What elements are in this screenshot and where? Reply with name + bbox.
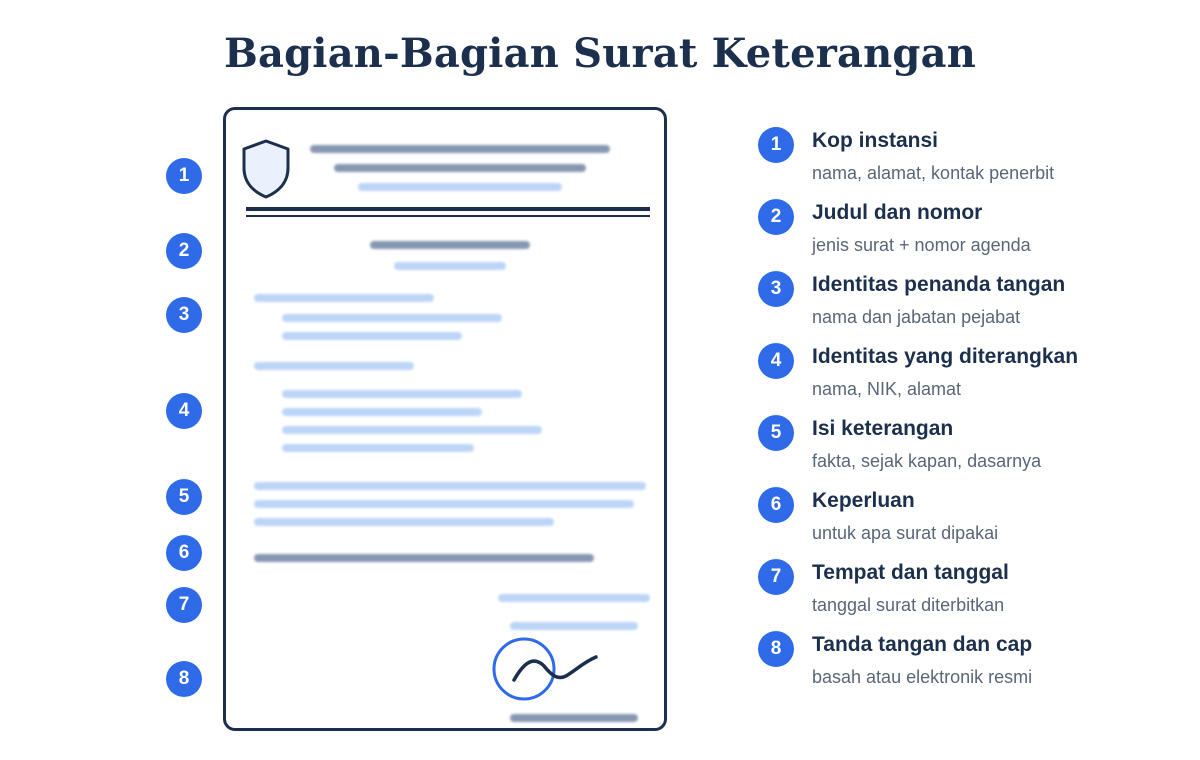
legend-description: nama dan jabatan pejabat <box>812 307 1021 327</box>
legend-description: untuk apa surat dipakai <box>812 523 999 543</box>
legend-number: 8 <box>758 631 794 667</box>
legend-description: nama, NIK, alamat <box>812 379 962 399</box>
legend-number: 5 <box>758 415 794 451</box>
diagram-title: Bagian-Bagian Surat Keterangan <box>224 30 976 77</box>
legend-title: Kop instansi <box>812 129 939 152</box>
legend-description: fakta, sejak kapan, dasarnya <box>812 451 1042 471</box>
legend-number: 4 <box>758 343 794 379</box>
statement-line-1 <box>254 482 646 490</box>
letter-document <box>223 107 667 731</box>
legend-title: Tempat dan tanggal <box>812 561 1009 584</box>
marker-8: 8 <box>166 661 202 697</box>
signer-intro-line <box>254 294 434 302</box>
legend-number: 1 <box>758 127 794 163</box>
legend-description: basah atau elektronik resmi <box>812 667 1033 687</box>
subject-name-line <box>282 390 522 398</box>
marker-3: 3 <box>166 297 202 333</box>
legend-title: Judul dan nomor <box>812 201 983 224</box>
marker-1: 1 <box>166 158 202 194</box>
subject-extra-line <box>282 444 474 452</box>
legend-title: Keperluan <box>812 489 915 512</box>
subject-intro-line <box>254 362 414 370</box>
legend-number: 7 <box>758 559 794 595</box>
letterhead-rule-thick <box>246 207 650 211</box>
signer-title-line <box>510 622 638 630</box>
letterhead-rule-thin <box>246 215 650 217</box>
legend-title: Identitas penanda tangan <box>812 273 1066 296</box>
shield-icon <box>240 138 292 200</box>
subject-nik-line <box>282 408 482 416</box>
subject-address-line <box>282 426 542 434</box>
letterhead-address-line <box>334 164 586 172</box>
legend-number: 2 <box>758 199 794 235</box>
legend-description: nama, alamat, kontak penerbit <box>812 163 1055 183</box>
purpose-line <box>254 554 594 562</box>
legend-title: Tanda tangan dan cap <box>812 633 1033 656</box>
statement-line-2 <box>254 500 634 508</box>
place-date-line <box>498 594 650 602</box>
stamp-circle-icon <box>492 636 604 702</box>
signer-name-line <box>282 314 502 322</box>
letterhead-contact-line <box>358 183 562 191</box>
legend-title: Isi keterangan <box>812 417 954 440</box>
marker-4: 4 <box>166 393 202 429</box>
legend-description: jenis surat + nomor agenda <box>812 235 1031 255</box>
signer-printed-name-line <box>510 714 638 722</box>
marker-6: 6 <box>166 535 202 571</box>
legend-number: 3 <box>758 271 794 307</box>
letter-number-line <box>394 262 506 270</box>
letterhead-name-line <box>310 145 610 153</box>
statement-line-3 <box>254 518 554 526</box>
marker-5: 5 <box>166 479 202 515</box>
marker-2: 2 <box>166 233 202 269</box>
legend-description: tanggal surat diterbitkan <box>812 595 1005 615</box>
letter-title-line <box>370 241 530 249</box>
marker-7: 7 <box>166 587 202 623</box>
legend-title: Identitas yang diterangkan <box>812 345 1079 368</box>
legend-number: 6 <box>758 487 794 523</box>
signer-position-line <box>282 332 462 340</box>
